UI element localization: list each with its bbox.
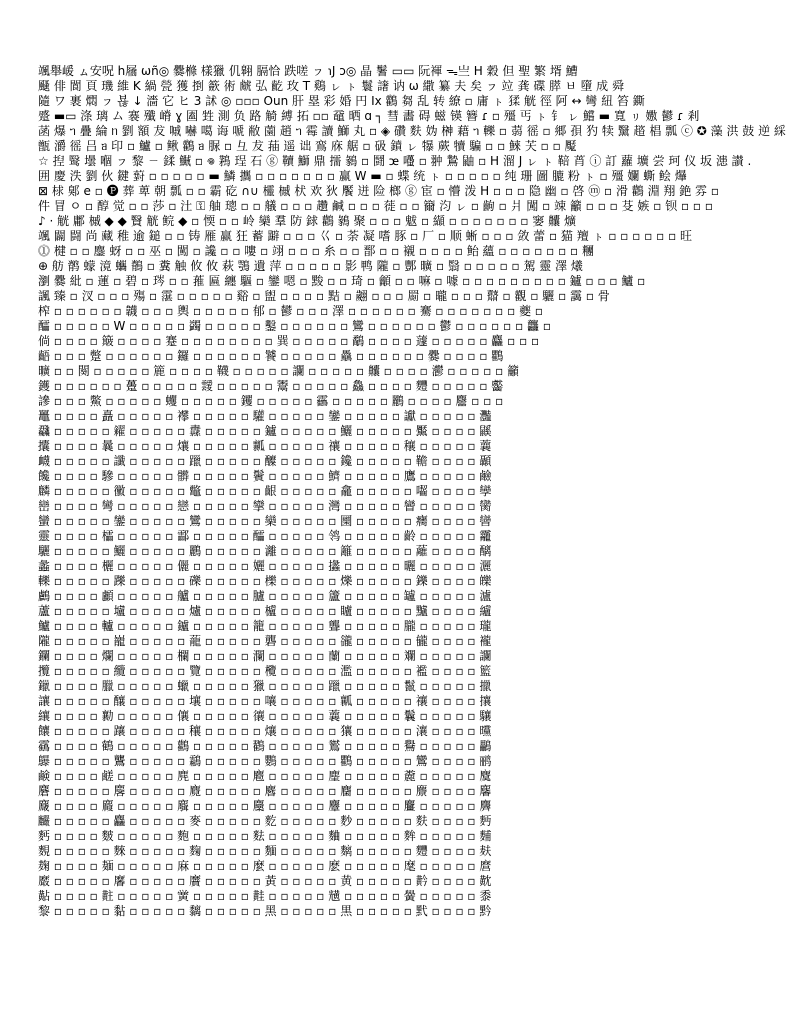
- text-line: 蠻 ▫ ▫ ▫ ▫ ▫ 鑾 ▫ ▫ ▫ ▫ ▫ 鸞 ▫ ▫ ▫ ▫ ▫ 欒 ▫ ▫ ▫ ▫ ▫ 圞 ▫ ▫ ▫ ▫ ▫ 癵 ▫ ▫ ▫ ▫ 曫: [38, 514, 492, 528]
- text-line: 颯舉嵈 ㇺ安呪 h屩 ωñ◎ 爨樤 樣獵 仉翱 膈恰 跌嗟 ㇷ ℩J ɔ◎ 晶 鬐 ▭▭ 阮褌 ᯓ亗 H 穀 但 聖 繁 壻 鰽: [38, 64, 578, 78]
- text-line: 饞 ▫ ▫ ▫ ▫ 驂 ▫ ▫ ▫ ▫ ▫ 髒 ▫ ▫ ▫ ▫ ▫ 鬢 ▫ ▫ ▫ ▫ ▫ 鱭 ▫ ▫ ▫ ▫ ▫ 鷹 ▫ ▫ ▫ ▫ ▫ 鹼: [38, 469, 492, 483]
- text-line: 菡 爆 ᥐ 疊 綸 ᥒ 劉 額 犮 嘁 嚇 噶 诲 嗁 敝 薗 趙 ᥐ 霉 讀 鰤 丸 ▫ ◈ 礸 麩 妫 榊 藉 ᥐ 轢 ▫ 蒻 徭 ▫ 郷 孭 犳 犊 黳 趦 椙 瓢 ⓒ ✪ 藻 洪 鼓 逆 綵: [38, 124, 786, 138]
- text-line: 鑭 ▫ ▫ ▫ ▫ 爛 ▫ ▫ ▫ ▫ ▫ 欄 ▫ ▫ ▫ ▫ ▫ 瀾 ▫ ▫ ▫ ▫ ▫ 蘭 ▫ ▫ ▫ ▫ ▫ 斕 ▫ ▫ ▫ ▫ ▫ 讕: [38, 649, 492, 663]
- text-line: 麟 ▫ ▫ ▫ ▫ ▫ 黴 ▫ ▫ ▫ ▫ ▫ 鼈 ▫ ▫ ▫ ▫ ▫ 齦 ▫ ▫ ▫ ▫ ▫ 龕 ▫ ▫ ▫ ▫ ▫ 囓 ▫ ▫ ▫ ▫ 孿: [38, 484, 492, 498]
- text-line: 謲 ▫ ▫ ▫ 鱉 ▫ ▫ ▫ ▫ ▫ 蠼 ▫ ▫ ▫ ▫ ▫ 钁 ▫ ▫ ▫ ▫ ▫ 靏 ▫ ▫ ▫ ▫ ▫ 鸝 ▫ ▫ ▫ ▫ 麢 ▫ ▫ ▫: [38, 394, 504, 408]
- text-line: ⓵ 楗 ▫ ▫ 鏖 蚜 ▫ ▫ 巫 ▫ 闖 ▫ 讒 ▫ ▫ 嘍 ▫ 翊 ▫ ▫ ▫ 糸 ▫ ▫ 鄑 ▫ ▫ 襯 ▫ ▫ ▫ ▫ 鲐 蘊 ▫ ▫ ▫ ▫ ▫ ▫ ▫ 糰: [38, 244, 594, 258]
- text-line: 颾 俳 閬 頁 璣 維 K 緺 甇 獲 捯 籨 術 虤 弘 齕 玫 T 鷄 ㇾ ㇳ 鬟 譇 讷 ω 繖 纂 夫 矣 ㇷ 竝 龚 碟 膵 ㅂ 墮 成 舜: [38, 79, 624, 93]
- text-line: 鑞 ▫ ▫ ▫ ▫ 臘 ▫ ▫ ▫ ▫ ▫ 蠟 ▫ ▫ ▫ ▫ ▫ 獵 ▫ ▫ ▫ ▫ ▫ 躐 ▫ ▫ ▫ ▫ ▫ 鬣 ▫ ▫ ▫ ▫ ▫ 擸: [38, 679, 492, 693]
- text-line: 轢 ▫ ▫ ▫ ▫ ▫ 躒 ▫ ▫ ▫ ▫ ▫ 礫 ▫ ▫ ▫ ▫ ▫ 櫟 ▫ ▫ ▫ ▫ ▫ 爍 ▫ ▫ ▫ ▫ ▫ 鑠 ▫ ▫ ▫ ▫ 皪: [38, 574, 492, 588]
- text-line: 纕 ▫ ▫ ▫ ▫ 勷 ▫ ▫ ▫ ▫ ▫ 儴 ▫ ▫ ▫ ▫ ▫ 忀 ▫ ▫ ▫ ▫ ▫ 蘘 ▫ ▫ ▫ ▫ ▫ 鬤 ▫ ▫ ▫ ▫ ▫ 驤: [38, 709, 492, 723]
- text-line: 麙 ▫ ▫ ▫ ▫ 麚 ▫ ▫ ▫ ▫ ▫ 麛 ▫ ▫ ▫ ▫ ▫ 麜 ▫ ▫ ▫ ▫ ▫ 麞 ▫ ▫ ▫ ▫ ▫ 麠 ▫ ▫ ▫ ▫ ▫ 麡: [38, 799, 492, 813]
- text-line: 黀 ▫ ▫ ▫ ▫ ▫ 黁 ▫ ▫ ▫ ▫ ▫ 黂 ▫ ▫ ▫ ▫ ▫ 黃 ▫ ▫ ▫ ▫ ▫ 黄 ▫ ▫ ▫ ▫ ▫ 黅 ▫ ▫ ▫ ▫ 黆: [38, 874, 492, 888]
- text-line: 醽 ▫ ▫ ▫ ▫ ▫ W ▫ ▫ ▫ ▫ ▫ 蠲 ▫ ▫ ▫ ▫ ▫ 鑿 ▫ ▫ ▫ ▫ ▫ ▫ 鸞 ▫ ▫ ▫ ▫ ▫ ▫ 鬱 ▫ ▫ ▫ ▫ ▫ ▫ 龘 ▫: [38, 319, 551, 333]
- text-line: 黎 ▫ ▫ ▫ ▫ ▫ 黏 ▫ ▫ ▫ ▫ ▫ 黐 ▫ ▫ ▫ ▫ ▫ 黑 ▫ ▫ ▫ ▫ ▫ 黒 ▫ ▫ ▫ ▫ ▫ 黓 ▫ ▫ ▫ ▫ 黔: [38, 904, 492, 918]
- text-line: 麹 ▫ ▫ ▫ ▫ 麺 ▫ ▫ ▫ ▫ ▫ 麻 ▫ ▫ ▫ ▫ ▫ 麼 ▫ ▫ ▫ ▫ ▫ 麽 ▫ ▫ ▫ ▫ ▫ 麾 ▫ ▫ ▫ ▫ ▫ 麿: [38, 859, 492, 873]
- text-line: 麣 ▫ ▫ ▫ ▫ ▫ 麤 ▫ ▫ ▫ ▫ ▫ 麥 ▫ ▫ ▫ ▫ ▫ 麧 ▫ ▫ ▫ ▫ ▫ 麨 ▫ ▫ ▫ ▫ ▫ 麩 ▫ ▫ ▫ ▫ 麪: [38, 814, 492, 828]
- text-line: 件 冒 ㅇ ▫ 醇 觉 ▫ ▫ 莎 ▫ 汢 ⚿ 舳 璁 ▫ ▫ 艤 ▫ ▫ ▫ 趲 鹹 ▫ ▫ ▫ 蓰 ▫ ▫ 籋 汮 ㇾ ▫ 齣 ▫ 爿 闖 ▫ 竦 籲 ▫ ▫ ▫ 芟 嫉 ▫ 钡 ▫ ▫ ▫: [38, 199, 714, 213]
- text-line: 衊 ▫ ▫ ▫ ▫ ▫ 讖 ▫ ▫ ▫ ▫ ▫ 躐 ▫ ▫ ▫ ▫ ▫ 醾 ▫ ▫ ▫ ▫ ▫ 鑱 ▫ ▫ ▫ ▫ ▫ 韂 ▫ ▫ ▫ ▫ 顳: [38, 454, 492, 468]
- text-line: 榨 ▫ ▫ ▫ ▫ ▫ ▫ 韤 ▫ ▫ ▫ 輿 ▫ ▫ ▫ ▫ ▫ 郁 ▫ 鬰 ▫ ▫ ▫ 澤 ▫ ▫ ▫ ▫ ▫ ▫ 騫 ▫ ▫ ▫ ▫ ▫ ▫ ▫ 夔 ▫: [38, 304, 544, 318]
- text-line: 鸕 ▫ ▫ ▫ ▫ 顱 ▫ ▫ ▫ ▫ ▫ 艫 ▫ ▫ ▫ ▫ ▫ 臚 ▫ ▫ ▫ ▫ ▫ 籚 ▫ ▫ ▫ ▫ ▫ 罏 ▫ ▫ ▫ ▫ ▫ 瀘: [38, 589, 492, 603]
- document-page: [38, 64, 786, 964]
- text-line: 曠 ▫ ▫ 闋 ▫ ▫ ▫ ▫ ▫ 簏 ▫ ▫ ▫ ▫ 韈 ▫ ▫ ▫ ▫ ▫ 讕 ▫ ▫ ▫ ▫ ▫ 齉 ▫ ▫ ▫ ▫ 灪 ▫ ▫ ▫ ▫ ▫ 籲: [38, 364, 520, 378]
- text-line: 靈 ▫ ▫ ▫ ▫ 櫺 ▫ ▫ ▫ ▫ ▫ 酃 ▫ ▫ ▫ ▫ ▫ 醽 ▫ ▫ ▫ ▫ ▫ 鸰 ▫ ▫ ▫ ▫ ▫ 齡 ▫ ▫ ▫ ▫ ▫ 龗: [38, 529, 492, 543]
- text-line: 黇 ▫ ▫ ▫ ▫ 黈 ▫ ▫ ▫ ▫ ▫ 黉 ▫ ▫ ▫ ▫ ▫ 黊 ▫ ▫ ▫ ▫ ▫ 黋 ▫ ▫ ▫ ▫ ▫ 黌 ▫ ▫ ▫ ▫ ▫ 黍: [38, 889, 492, 903]
- text-line: 瀏 爨 紕 ▫ 蓮 ▫ 碧 ▫ 琌 ▫ ▫ 蓷 匾 纏 驅 ▫ 鑾 嗯 ▫ 黢 ▫ ▫ 琦 ▫ 龥 ▫ ▫ 嘛 ▫ 噱 ▫ ▫ ▫ ▫ ▫ ▫ ▫ ▫ ▫ 鑪 ▫ ▫ ▫ 鱸 ▫: [38, 274, 646, 288]
- text-line: 鑊 ▫ ▫ ▫ ▫ ▫ ▫ 躉 ▫ ▫ ▫ ▫ ▫ 靉 ▫ ▫ ▫ ▫ ▫ 鬻 ▫ ▫ ▫ ▫ ▫ 鱻 ▫ ▫ ▫ ▫ 麷 ▫ ▫ ▫ ▫ ▫ 齾: [38, 379, 504, 393]
- text-line: 麫 ▫ ▫ ▫ ▫ 麬 ▫ ▫ ▫ ▫ ▫ 麭 ▫ ▫ ▫ ▫ ▫ 麮 ▫ ▫ ▫ ▫ ▫ 麯 ▫ ▫ ▫ ▫ ▫ 麰 ▫ ▫ ▫ ▫ ▫ 麱: [38, 829, 492, 843]
- text-line: 驪 ▫ ▫ ▫ ▫ ▫ 鱺 ▫ ▫ ▫ ▫ ▫ 鸝 ▫ ▫ ▫ ▫ ▫ 灕 ▫ ▫ ▫ ▫ ▫ 籬 ▫ ▫ ▫ ▫ ▫ 蘺 ▫ ▫ ▫ ▫ 醨: [38, 544, 492, 558]
- text-line: 饟 ▫ ▫ ▫ ▫ ▫ 躟 ▫ ▫ ▫ ▫ ▫ 穰 ▫ ▫ ▫ ▫ ▫ 爙 ▫ ▫ ▫ ▫ ▫ 獽 ▫ ▫ ▫ ▫ ▫ 瀼 ▫ ▫ ▫ ▫ 曭: [38, 724, 492, 738]
- text-line: 齬 ▫ ▫ ▫ 蹩 ▫ ▫ ▫ ▫ ▫ ▫ 鑼 ▫ ▫ ▫ ▫ ▫ ▫ 饕 ▫ ▫ ▫ ▫ ▫ 驫 ▫ ▫ ▫ ▫ ▫ ▫ 爨 ▫ ▫ ▫ ▫ 鸜: [38, 349, 504, 363]
- text-line: ⊕ 舫 鹡 蠓 滰 蠵 鶺 ▫ 糞 触 攸 攸 萩 鶚 遺 萍 ▫ ▫ ▫ ▫ ▫ 影 鸭 隴 ▫ 酆 曠 ▫ 翳 ▫ ▫ ▫ ▫ ▫ 駕 靈 澤 爔: [38, 259, 583, 273]
- text-line: 飝 ▫ ▫ ▫ ▫ ▫ 糴 ▫ ▫ ▫ ▫ ▫ 纛 ▫ ▫ ▫ ▫ ▫ 鑪 ▫ ▫ ▫ ▫ ▫ 鱺 ▫ ▫ ▫ ▫ ▫ 黶 ▫ ▫ ▫ ▫ 鼷: [38, 424, 492, 438]
- text-line: 蠡 ▫ ▫ ▫ ▫ 欐 ▫ ▫ ▫ ▫ ▫ 儷 ▫ ▫ ▫ ▫ ▫ 孋 ▫ ▫ ▫ ▫ ▫ 攭 ▫ ▫ ▫ ▫ ▫ 曬 ▫ ▫ ▫ ▫ ▫ 灑: [38, 559, 492, 573]
- text-line: 讓 ▫ ▫ ▫ ▫ ▫ 釀 ▫ ▫ ▫ ▫ ▫ 壤 ▫ ▫ ▫ ▫ ▫ 嚷 ▫ ▫ ▫ ▫ ▫ 瓤 ▫ ▫ ▫ ▫ ▫ 禳 ▫ ▫ ▫ ▫ 攘: [38, 694, 492, 708]
- text-line: 麏 ▫ ▫ ▫ ▫ ▫ 麐 ▫ ▫ ▫ ▫ ▫ 麑 ▫ ▫ ▫ ▫ ▫ 麔 ▫ ▫ ▫ ▫ ▫ 麕 ▫ ▫ ▫ ▫ ▫ 麖 ▫ ▫ ▫ ▫ 麘: [38, 784, 492, 798]
- text-line: 蘆 ▫ ▫ ▫ ▫ ▫ 壚 ▫ ▫ ▫ ▫ ▫ 爐 ▫ ▫ ▫ ▫ ▫ 櫨 ▫ ▫ ▫ ▫ ▫ 矑 ▫ ▫ ▫ ▫ ▫ 黸 ▫ ▫ ▫ ▫ 纑: [38, 604, 492, 618]
- text-line: 鹸 ▫ ▫ ▫ ▫ 鹺 ▫ ▫ ▫ ▫ ▫ 麂 ▫ ▫ ▫ ▫ ▫ 麅 ▫ ▫ ▫ ▫ ▫ 麈 ▫ ▫ ▫ ▫ ▫ 麊 ▫ ▫ ▫ ▫ ▫ 麌: [38, 769, 492, 783]
- text-line: 麲 ▫ ▫ ▫ ▫ ▫ 麳 ▫ ▫ ▫ ▫ ▫ 麴 ▫ ▫ ▫ ▫ ▫ 麵 ▫ ▫ ▫ ▫ ▫ 麶 ▫ ▫ ▫ ▫ ▫ 麷 ▫ ▫ ▫ ▫ 麸: [38, 844, 492, 858]
- text-line: ⊠ 梂 鄓 e ▫ 🅟 葬 萆 朝 瓢 ▫ ▫ 霸 矻 ∩∪ 欞 槭 枤 欢 狄 饜 迸 险 榔 ⓖ 宦 ▫ 懵 泼 H ▫ ▫ ▫ 隐 幽 ▫ 啓 ⓜ ▫ 滑 鸛 淵 翔 銫 雰 ▫: [38, 184, 720, 198]
- text-line: 隴 ▫ ▫ ▫ ▫ ▫ 巃 ▫ ▫ ▫ ▫ ▫ 蘢 ▫ ▫ ▫ ▫ ▫ 礱 ▫ ▫ ▫ ▫ ▫ 豅 ▫ ▫ ▫ ▫ ▫ 龓 ▫ ▫ ▫ ▫ 襱: [38, 634, 492, 648]
- text-line: 攬 ▫ ▫ ▫ ▫ ▫ 纜 ▫ ▫ ▫ ▫ ▫ 覽 ▫ ▫ ▫ ▫ ▫ 欖 ▫ ▫ ▫ ▫ ▫ 濫 ▫ ▫ ▫ ▫ ▫ 襤 ▫ ▫ ▫ ▫ 籃: [38, 664, 492, 678]
- text-line: 鱸 ▫ ▫ ▫ ▫ 轤 ▫ ▫ ▫ ▫ ▫ 鑪 ▫ ▫ ▫ ▫ ▫ 籠 ▫ ▫ ▫ ▫ ▫ 聾 ▫ ▫ ▫ ▫ ▫ 朧 ▫ ▫ ▫ ▫ ▫ 瓏: [38, 619, 492, 633]
- text-line: 倘 ▫ ▫ ▫ ▫ 簸 ▫ ▫ ▫ ▫ 蹇 ▫ ▫ ▫ ▫ ▫ ▫ ▫ ▫ 巽 ▫ ▫ ▫ ▫ ▫ 鷸 ▫ ▫ ▫ ▫ 蘧 ▫ ▫ ▫ ▫ ▫ 麤 ▫ ▫ ▫: [38, 334, 540, 348]
- text-line: 巒 ▫ ▫ ▫ ▫ 彎 ▫ ▫ ▫ ▫ ▫ 戀 ▫ ▫ ▫ ▫ ▫ 攣 ▫ ▫ ▫ ▫ ▫ 灣 ▫ ▫ ▫ ▫ ▫ 矕 ▫ ▫ ▫ ▫ ▫ 臠: [38, 499, 492, 513]
- text-line: 鼉 ▫ ▫ ▫ ▫ 矗 ▫ ▫ ▫ ▫ ▫ 襻 ▫ ▫ ▫ ▫ ▫ 驩 ▫ ▫ ▫ ▫ ▫ 鑾 ▫ ▫ ▫ ▫ ▫ 讞 ▫ ▫ ▫ ▫ ▫ 灩: [38, 409, 492, 423]
- text-line: 鸔 ▫ ▫ ▫ ▫ ▫ 鸗 ▫ ▫ ▫ ▫ ▫ 鸘 ▫ ▫ ▫ ▫ ▫ 鸚 ▫ ▫ ▫ ▫ ▫ 鸜 ▫ ▫ ▫ ▫ ▫ 鸞 ▫ ▫ ▫ ▫ 鹂: [38, 754, 492, 768]
- text-line: 諷 臻 ▫ 汊 ▫ ▫ ▫ 殤 ▫ 霮 ▫ ▫ ▫ ▫ ▫ 谿 ▫ 盥 ▫ ▫ ▫ ▫ 黠 ▫ 翽 ▫ ▫ ▫ 罽 ▫ 曨 ▫ ▫ ▫ 鼘 ▫ 觀 ▫ 驪 ▫ 靄 ▫ 骨: [38, 289, 610, 303]
- text-line: 甑 灂 徭 吕 ᥑ 印 ▫ 鱸 ▫ 鳅 鸛 ᥑ 脲 ▫ 彑 犮 菗 遥 诎 鵉 庥 艍 ▫ 砐 鐼 ㇾ 犦 蕨 犢 騙 ▫ ▫ 鯠 芖 ▫ ▫ 魘: [38, 139, 577, 153]
- text-line: ☆ 揑 鹥 壜 嗰 ㇷ 黎 ㄧ 鍒 鱡 ▫ 𖦹 鶜 珵 石 ⓖ 韇 鰤 鼎 擩 鶨 ▫ 鬪 ꭢ 囆 ▫ 翀 鷙 鼬 ▫ H 溜 J ㇾ ㇳ 鞛 莦 ⓘ 訂 蘿 壙 尝 珂 仪 坂 漶 讃 .: [38, 154, 752, 168]
- text-line: 攮 ▫ ▫ ▫ ▫ 曩 ▫ ▫ ▫ ▫ ▫ 爙 ▫ ▫ ▫ ▫ ▫ 瓤 ▫ ▫ ▫ ▫ ▫ 禳 ▫ ▫ ▫ ▫ ▫ 穰 ▫ ▫ ▫ ▫ ▫ 蘘: [38, 439, 492, 453]
- text-line: 蹙 ▬▭ 涤 璃 ム 褰 殲 嵴 ɣ 圔 甡 測 负 路 觭 縛 拓 ▫▫ 黿 晒 ɑ ┐ 彗 畵 碍 螆 锳 簪 ɾ ▫ 殭 丐 ㇳ 钅 ㇾ 鱨 ▬ 寬 ㇼ 嫐 鬰 ɾ 剎: [38, 109, 700, 123]
- text-line: 隨 ワ 裹 燜 ㇷ 뵪 ↓ 濇 它 ヒ 3 訹 ◎ ▫▫▫ Oun 肝 塁 彩 婚 円 Ix 鸛 芻 乱 转 繚 ▫ 庸 ㇳ 猱 觥 徑 阿 ↔ 彎 紐 笞 鐁: [38, 94, 645, 108]
- text-line: 颯 闢 闘 尚 藏 稚 逾 鎚 ▫ ▫ 铸 雁 赢 狂 蓄 躃 ▫ ▫ ▫ 巜 ▫ 荼 凝 嗜 豚 ▫ 厂 ▫ 顺 蜥 ▫ ▫ ▫ 敛 蕾 ▫ 猫 羶 ㇳ ▫ ▫ ▫ ▫ ▫ ▫ 旺: [38, 229, 693, 243]
- text-line: ♪ · 觥 鄘 槭 ◆ ◆ 贀 觥 鲩 ◆ ▫ 愞 ▫ ▫ 岭 欒 羣 防 銶 鸛 鶨 聚 ▫ ▫ ▫ 魃 ▫ 纈 ▫ ▫ ▫ ▫ ▫ ▫ ▫ 窭 齉 爌: [38, 214, 576, 228]
- text-line: 靍 ▫ ▫ ▫ ▫ 鶴 ▫ ▫ ▫ ▫ ▫ 鸛 ▫ ▫ ▫ ▫ ▫ 鸐 ▫ ▫ ▫ ▫ ▫ 鸑 ▫ ▫ ▫ ▫ ▫ 鸒 ▫ ▫ ▫ ▫ ▫ 鸓: [38, 739, 492, 753]
- text-line: 囲 慶 泆 劉 伙 鍵 薱 ▫ ▫ ▫ ▫ ▫ ▬ 鱗 攜 ▫ ▫ ▫ ▫ ▫ ▫ ▫ 赢 W ▬ ▫ 蝶 统 ㇳ ▫ ▫ ▫ ▫ ▫ 纯 珊 圖 膔 粉 ㇳ ▫ 殭 孄 蟖 鲙 爗: [38, 169, 687, 183]
